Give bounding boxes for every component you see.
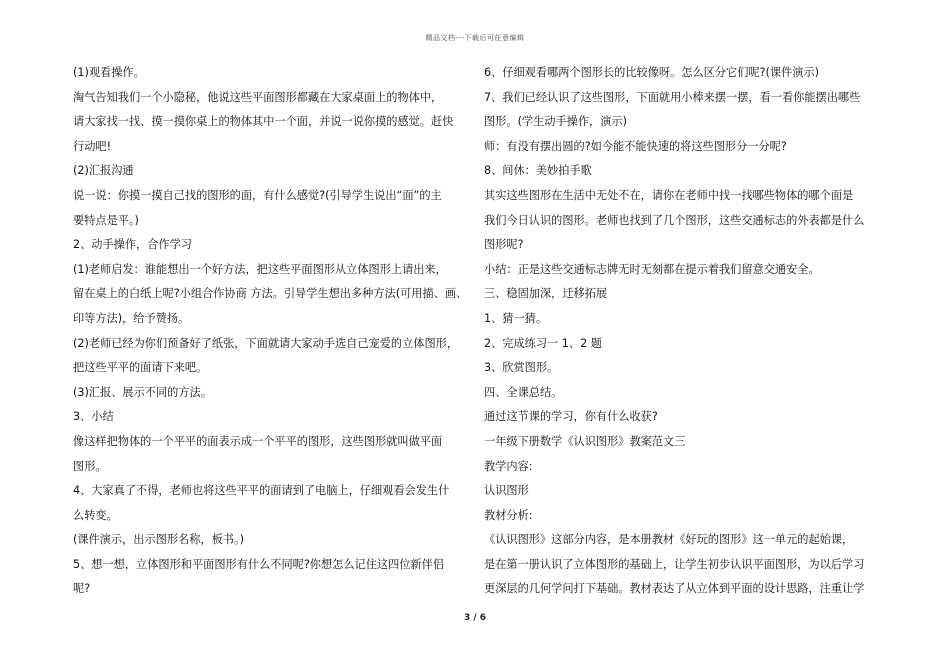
text-line: 《认识图形》这部分内容，是本册教材《好玩的图形》这一单元的起始课， — [484, 533, 854, 547]
text-line: (2)汇报沟通 — [73, 164, 134, 178]
text-line: 认识图形 — [484, 484, 529, 498]
text-line: 小结：正是这些交通标志牌无时无刻都在提示着我们留意交通安全。 — [484, 262, 820, 276]
text-line: 三、稳固加深，迁移拓展 — [484, 287, 608, 301]
text-line: 图形。(学生动手操作，演示) — [484, 115, 627, 129]
text-line: 呢? — [73, 582, 91, 596]
text-line: (1)观看操作。 — [73, 66, 145, 79]
text-line: 1、猜一猜。 — [484, 311, 548, 325]
text-line: 行动吧! — [73, 139, 112, 153]
text-line: 3、小结 — [73, 410, 114, 424]
text-line: 教学内容: — [484, 459, 533, 473]
text-line: 通过这节课的学习，你有什么收获? — [484, 410, 658, 424]
text-line: 师：有没有摆出圆的?如今能不能快速的将这些图形分一分呢? — [484, 139, 787, 153]
text-line: 一年级下册数学《认识图形》教案范文三 — [484, 434, 686, 448]
text-line: 说一说：你摸一摸自己找的图形的面，有什么感觉?(引导学生说出“面”的主 — [73, 188, 442, 202]
text-line: 淘气告知我们一个小隐秘，他说这些平面图形都藏在大家桌面上的物体中， — [73, 90, 443, 104]
text-line: 2、完成练习一 1、2 题 — [484, 336, 602, 350]
text-line: 留在桌上的白纸上呢?小组合作协商 方法。引导学生想出多种方法(可用描、画、 — [73, 287, 468, 301]
text-line: 5、想一想，立体图形和平面图形有什么不同呢?你想怎么记住这四位新伴侣 — [73, 557, 445, 571]
text-line: 7、我们已经认识了这些图形，下面就用小棒来摆一摆，看一看你能摆出哪些 — [484, 90, 861, 104]
text-line: 4、大家真了不得，老师也将这些平平的面请到了电脑上，仔细观看会发生什 — [73, 484, 450, 498]
text-line: (1)老师启发：谁能想出一个好方法，把这些平面图形从立体图形上请出来， — [73, 262, 447, 276]
text-line: 把这些平平的面请下来吧。 — [73, 361, 208, 375]
text-line: 其实这些图形在生活中无处不在，请你在老师中找一找哪些物体的哪个面是 — [484, 188, 854, 202]
text-line: (2)老师已经为你们预备好了纸张，下面就请大家动手选自己宠爱的立体图形， — [73, 336, 459, 350]
text-line: 教材分析: — [484, 508, 533, 522]
text-line: 6、仔细观看哪两个图形长的比较像呀。怎么区分它们呢?(课件演示) — [484, 66, 820, 79]
text-line: 更深层的几何学问打下基础。教材表达了从立体到平面的设计思路，注重让学 — [484, 582, 865, 596]
right-text-column — [484, 61, 879, 602]
text-line: 2、动手操作，合作学习 — [73, 238, 192, 252]
text-line: 3、欣赏图形。 — [484, 361, 559, 375]
text-line: 印等方法)，给予赞扬。 — [73, 311, 190, 325]
page-number: 3 / 6 — [463, 613, 487, 623]
text-line: (课件演示，出示图形名称，板书。) — [73, 533, 244, 547]
text-line: 图形。 — [73, 459, 107, 473]
text-line: 要特点是平。) — [73, 213, 139, 227]
text-line: 我们今日认识的图形。老师也找到了几个图形，这些交通标志的外表都是什么 — [484, 213, 865, 227]
text-line: 是在第一册认识了立体图形的基础上，让学生初步认识平面图形，为以后学习 — [484, 557, 865, 571]
text-line: 么转变。 — [73, 508, 118, 522]
text-line: 请大家找一找、摸一摸你桌上的物体其中一个面，并说一说你摸的感觉。赶快 — [73, 115, 454, 129]
text-line: 四、全课总结。 — [484, 385, 563, 399]
text-line: 8、间休：美妙拍手歌 — [484, 164, 592, 178]
text-line: 图形呢? — [484, 238, 524, 252]
page-header: 精品文档---下载后可任意编辑 — [425, 34, 525, 42]
text-line: 像这样把物体的一个平平的面表示成一个平平的图形，这些图形就叫做平面 — [73, 434, 443, 448]
left-text-column — [73, 61, 468, 602]
text-line: (3)汇报、展示不同的方法。 — [73, 385, 212, 399]
